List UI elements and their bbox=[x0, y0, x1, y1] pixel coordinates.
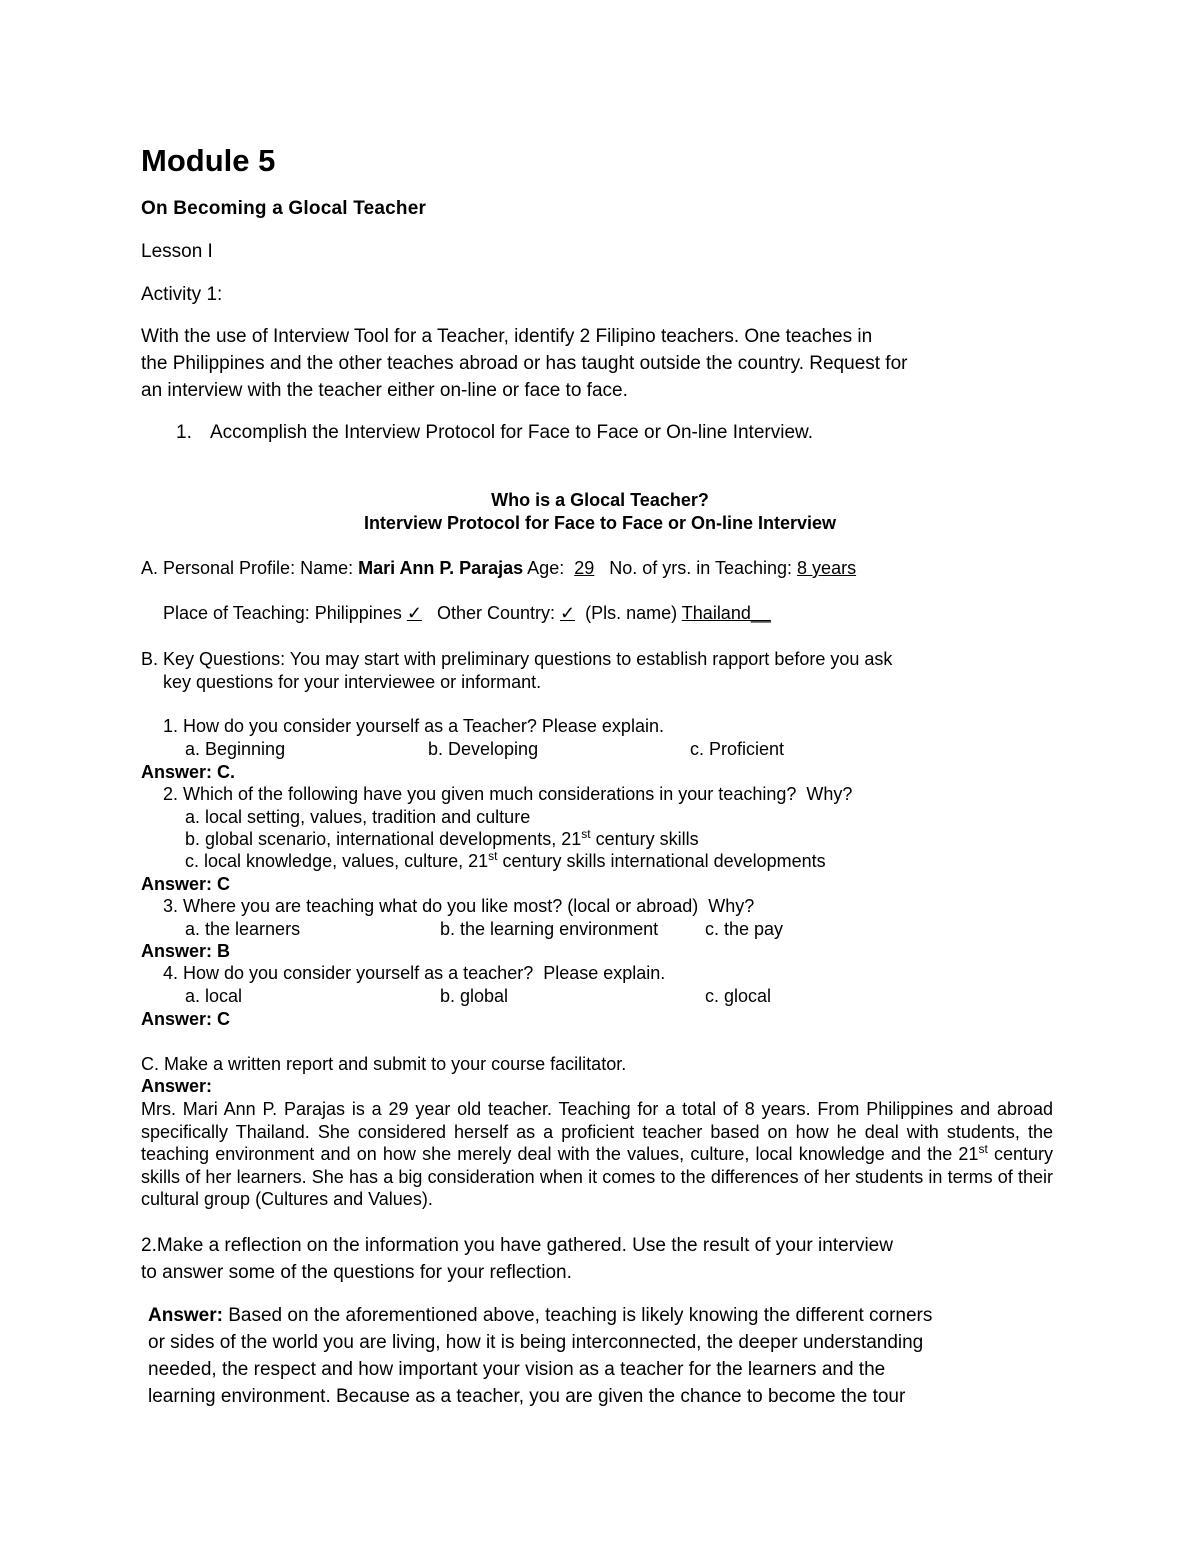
q1-answer: Answer: C. bbox=[141, 762, 236, 782]
q3-option-b: b. the learning environment bbox=[440, 919, 659, 939]
module-title: Module 5 bbox=[141, 143, 276, 178]
other-country-label: Other Country: bbox=[436, 603, 560, 623]
q3-option-c: c. the pay bbox=[705, 919, 784, 939]
q2-option-c-sup: st bbox=[488, 849, 498, 863]
q2-option-b-text: b. global scenario, international developments, 21 bbox=[185, 829, 582, 849]
key-questions-line-2: key questions for your interviewee or informant. bbox=[163, 672, 542, 692]
intro-line-3: an interview with the teacher either on-line or face to face. bbox=[141, 380, 628, 401]
q1-question: 1. How do you consider yourself as a Teacher? Please explain. bbox=[163, 716, 664, 736]
q2-option-b bbox=[185, 828, 699, 851]
report-text-tail: century skills of her learners. She has a big consideration when it comes to the differences of her students in terms of their cultural group (Cultures and Values). bbox=[141, 1144, 1053, 1210]
q3-answer: Answer: B bbox=[141, 941, 231, 961]
personal-profile-line bbox=[141, 557, 856, 580]
key-questions-line-1: B. Key Questions: You may start with preliminary questions to establish rapport before you ask bbox=[141, 649, 893, 669]
reflection-line-3: needed, the respect and how important your vision as a teacher for the learners and the bbox=[148, 1359, 886, 1380]
pls-name-label: (Pls. name) bbox=[585, 603, 682, 623]
profile-age: 29 bbox=[574, 558, 595, 578]
activity-label: Activity 1: bbox=[141, 284, 223, 305]
q3-option-a: a. the learners bbox=[185, 919, 301, 939]
step1-text: Accomplish the Interview Protocol for Face to Face or On-line Interview. bbox=[210, 422, 813, 443]
other-country-check: ✓ bbox=[559, 603, 576, 623]
country-name: Thailand__ bbox=[681, 603, 771, 623]
q4-option-a: a. local bbox=[185, 986, 243, 1006]
q1-option-a: a. Beginning bbox=[185, 739, 286, 759]
place-of-teaching-line bbox=[163, 602, 771, 625]
q4-question: 4. How do you consider yourself as a teacher? Please explain. bbox=[163, 963, 666, 983]
q2-option-c-tail: century skills international developments bbox=[497, 851, 826, 871]
lesson-label: Lesson I bbox=[141, 241, 213, 262]
q2-option-c bbox=[185, 850, 826, 873]
q2-option-a: a. local setting, values, tradition and culture bbox=[185, 807, 531, 827]
profile-years: 8 years bbox=[797, 558, 857, 578]
profile-name: Mari Ann P. Parajas bbox=[358, 558, 524, 578]
reflection-line-1-text: Based on the aforementioned above, teaching is likely knowing the different corners bbox=[222, 1305, 933, 1326]
profile-age-label: Age: bbox=[523, 558, 570, 578]
protocol-subtitle: Interview Protocol for Face to Face or On-line Interview bbox=[363, 513, 837, 533]
q4-answer: Answer: C bbox=[141, 1009, 231, 1029]
report-text: Mrs. Mari Ann P. Parajas is a 29 year old teacher. Teaching for a total of 8 years. From Philippines and abroad specifically Thailand. She considered herself as a proficient teacher based on how he deal with students, the teaching environment and on how she merely deal with the values, culture, local knowledge and the 21 bbox=[141, 1099, 1053, 1165]
profile-prefix: A. Personal Profile: Name: bbox=[141, 558, 359, 578]
q2-option-b-sup: st bbox=[581, 827, 591, 841]
step2-line-2: to answer some of the questions for your reflection. bbox=[141, 1262, 572, 1283]
module-subtitle: On Becoming a Glocal Teacher bbox=[141, 198, 427, 219]
protocol-title: Who is a Glocal Teacher? bbox=[491, 490, 709, 510]
written-report-paragraph bbox=[141, 1098, 1053, 1211]
place-label: Place of Teaching: Philippines bbox=[163, 603, 407, 623]
report-sup: st bbox=[978, 1142, 988, 1157]
q2-question: 2. Which of the following have you given much considerations in your teaching? Why? bbox=[163, 784, 853, 804]
q2-option-c-text: c. local knowledge, values, culture, 21 bbox=[185, 851, 489, 871]
q4-option-c: c. glocal bbox=[705, 986, 772, 1006]
q2-option-b-tail: century skills bbox=[590, 829, 699, 849]
intro-line-2: the Philippines and the other teaches abroad or has taught outside the country. Request for bbox=[141, 353, 908, 374]
q3-question: 3. Where you are teaching what do you like most? (local or abroad) Why? bbox=[163, 896, 755, 916]
q1-option-c: c. Proficient bbox=[690, 739, 785, 759]
intro-line-1: With the use of Interview Tool for a Teacher, identify 2 Filipino teachers. One teaches in bbox=[141, 326, 873, 347]
reflection-line-1 bbox=[148, 1304, 932, 1327]
step2-line-1: 2.Make a reflection on the information you have gathered. Use the result of your interview bbox=[141, 1235, 893, 1256]
reflection-line-2: or sides of the world you are living, how it is being interconnected, the deeper understanding bbox=[148, 1332, 924, 1353]
section-c-instruction: C. Make a written report and submit to your course facilitator. bbox=[141, 1054, 627, 1074]
reflection-answer-label: Answer: bbox=[148, 1305, 223, 1326]
q4-option-b: b. global bbox=[440, 986, 509, 1006]
profile-years-label: No. of yrs. in Teaching: bbox=[609, 558, 798, 578]
q2-answer: Answer: C bbox=[141, 874, 231, 894]
reflection-line-4: learning environment. Because as a teacher, you are given the chance to become the tour bbox=[148, 1386, 906, 1407]
philippines-check: ✓ bbox=[406, 603, 422, 623]
q1-option-b: b. Developing bbox=[428, 739, 539, 759]
step1-number: 1. bbox=[176, 422, 192, 443]
report-answer-label: Answer: bbox=[141, 1076, 213, 1096]
